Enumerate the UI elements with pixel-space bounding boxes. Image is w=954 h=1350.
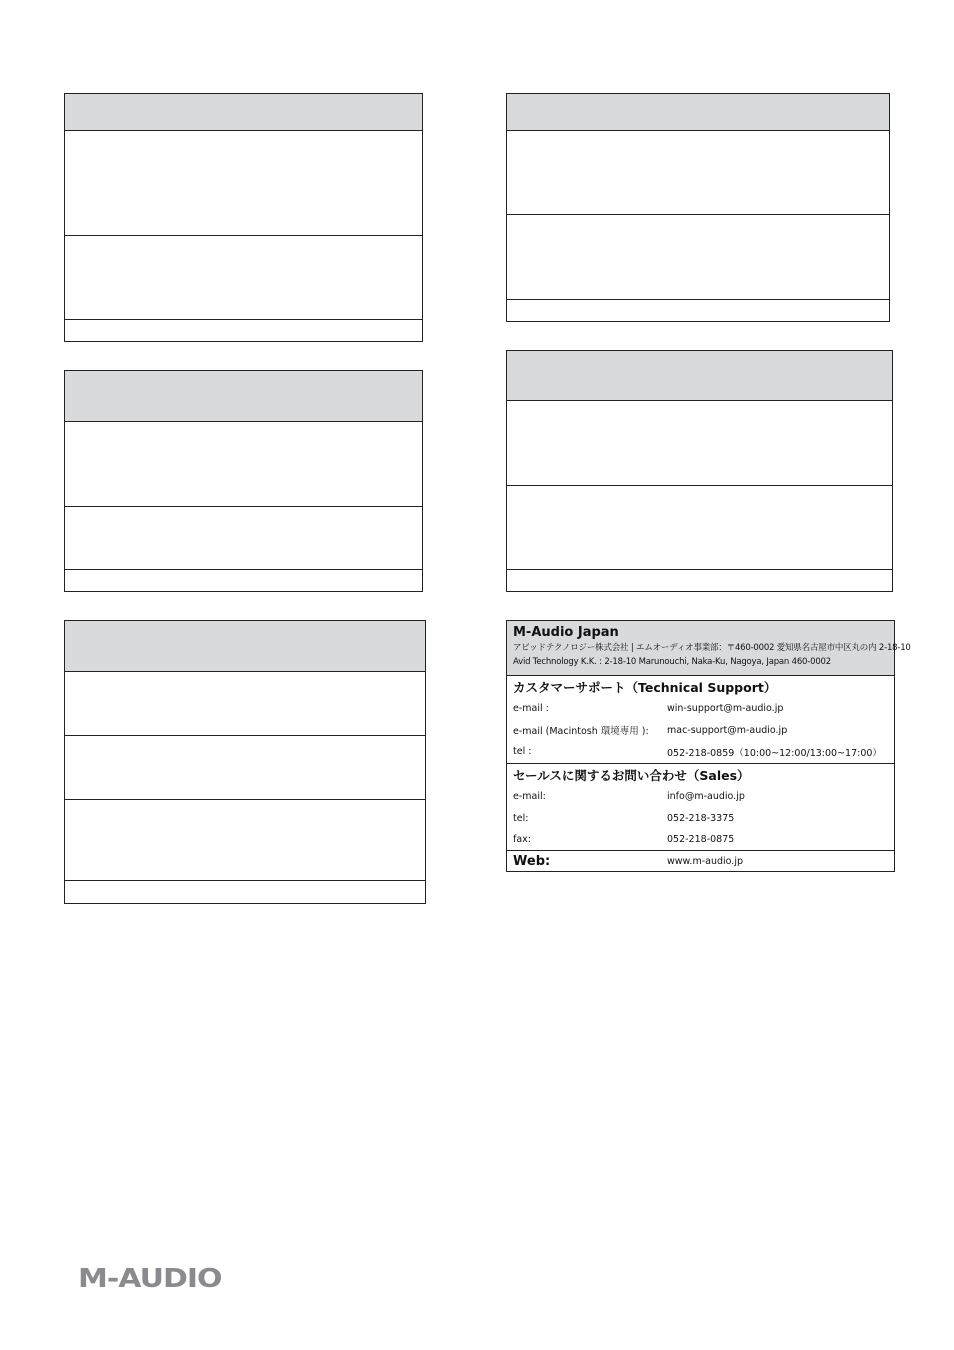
contact-box-right-2 xyxy=(506,350,893,592)
box-section xyxy=(65,881,425,903)
company-name: M-Audio Japan xyxy=(513,625,619,640)
box-header xyxy=(507,351,892,401)
sales-row xyxy=(513,808,888,830)
support-row xyxy=(513,698,888,720)
sales-row xyxy=(513,786,888,808)
support-phone: 052-218-0859（10:00~12:00/13:00~17:00） xyxy=(667,747,882,759)
sales-email[interactable]: info@m-audio.jp xyxy=(667,791,745,803)
box-section xyxy=(507,215,889,300)
web-label: Web: xyxy=(513,854,551,869)
row-label: e-mail : xyxy=(513,703,549,715)
contact-box-left-3 xyxy=(64,620,426,904)
support-row xyxy=(513,741,888,763)
web-row xyxy=(507,851,894,872)
box-header xyxy=(65,621,425,672)
box-section xyxy=(65,672,425,736)
box-header xyxy=(507,94,889,131)
box-section xyxy=(65,507,422,570)
box-section xyxy=(65,236,422,320)
address-jp: アビッドテクノロジー株式会社 | エムオーディオ事業部：〒460-0002 愛知県名古屋市中区丸の内 2-18-10 xyxy=(513,643,911,653)
row-label: e-mail: xyxy=(513,791,546,803)
box-section xyxy=(65,570,422,591)
contact-box-left-1 xyxy=(64,93,423,342)
row-label: tel : xyxy=(513,746,532,758)
box-section xyxy=(507,300,889,321)
mac-support-email[interactable]: mac-support@m-audio.jp xyxy=(667,724,788,736)
support-row xyxy=(513,720,888,742)
row-label: tel: xyxy=(513,812,529,824)
japan-contact-card xyxy=(506,620,911,872)
web-link[interactable]: www.m-audio.jp xyxy=(667,856,743,867)
row-label: fax: xyxy=(513,834,531,846)
box-section xyxy=(65,800,425,881)
box-header xyxy=(65,371,422,422)
contact-box-right-1 xyxy=(506,93,890,322)
card-header xyxy=(507,621,911,676)
sales-row xyxy=(513,829,888,851)
box-section xyxy=(65,131,422,236)
row-label: e-mail (Macintosh 環境専用 ): xyxy=(513,726,649,738)
support-title: カスタマーサポート（Technical Support） xyxy=(513,680,777,695)
support-group xyxy=(507,676,894,764)
box-section xyxy=(507,131,889,215)
box-section xyxy=(507,570,892,591)
box-section xyxy=(65,320,422,341)
box-section xyxy=(65,422,422,507)
box-section xyxy=(507,401,892,486)
sales-title: セールスに関するお問い合わせ（Sales） xyxy=(513,768,750,783)
sales-phone: 052-218-3375 xyxy=(667,812,735,824)
sales-fax: 052-218-0875 xyxy=(667,834,735,846)
box-section xyxy=(65,736,425,800)
sales-group xyxy=(507,764,894,851)
address-en: Avid Technology K.K. : 2-18-10 Marunouchi, Naka-Ku, Nagoya, Japan 460-0002 xyxy=(513,657,831,667)
m-audio-logo: M-AUDIO xyxy=(78,1264,222,1294)
box-header xyxy=(65,94,422,131)
win-support-email[interactable]: win-support@m-audio.jp xyxy=(667,703,784,715)
box-section xyxy=(507,486,892,570)
contact-box-left-2 xyxy=(64,370,423,592)
